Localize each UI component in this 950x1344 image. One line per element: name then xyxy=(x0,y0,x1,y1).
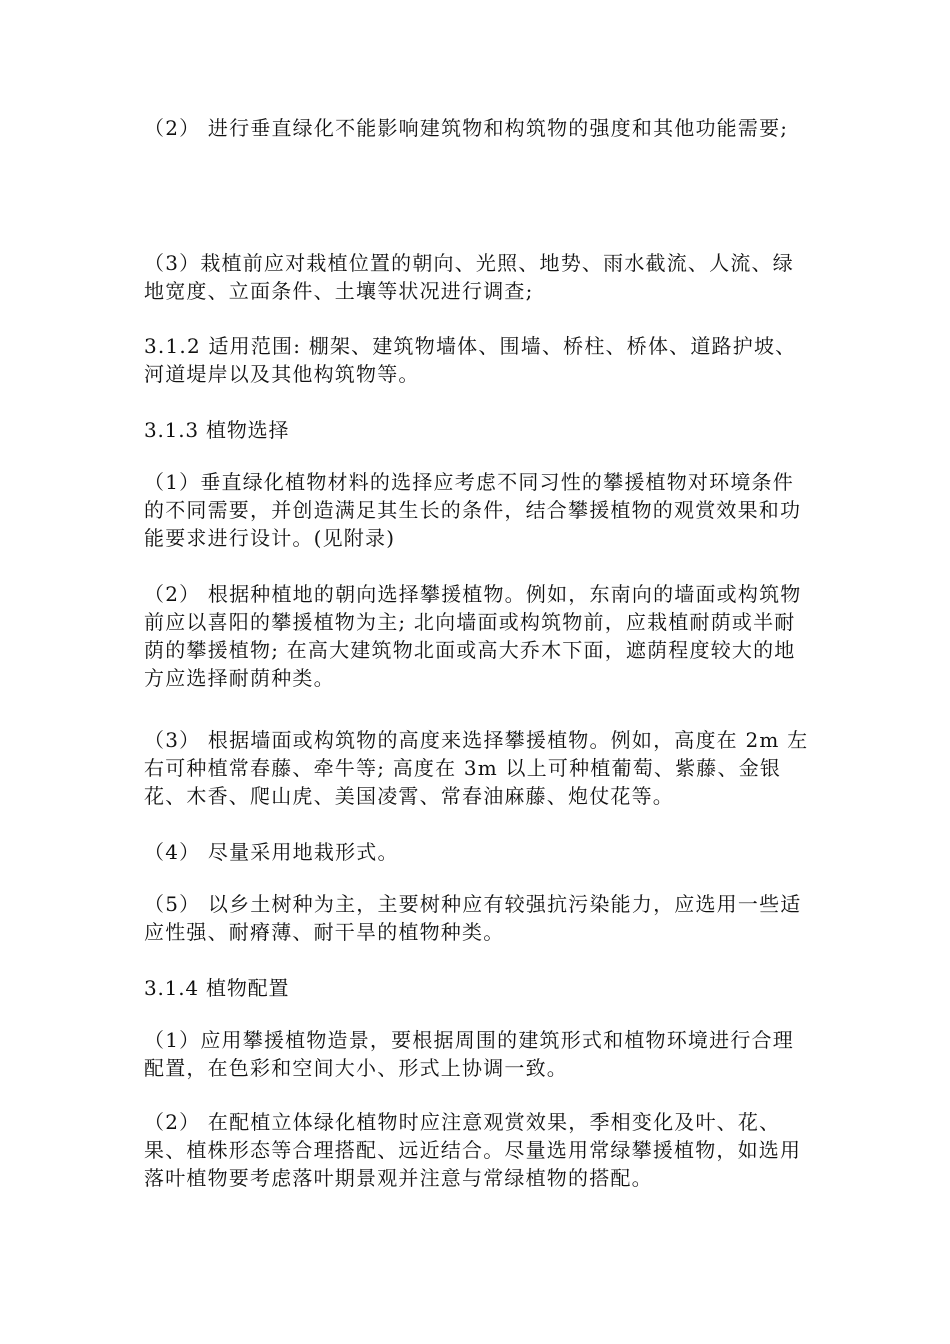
section-3-1-3-item-2: （2） 根据种植地的朝向选择攀援植物。例如，东南向的墙面或构筑物前应以喜阳的攀援植物为主; 北向墙面或构筑物前，应栽植耐荫或半耐荫的攀援植物; 在高大建筑物北面或高大乔木下面，遮荫程度较大的地方应选择耐荫种类。 xyxy=(144,582,802,690)
section-3-1-3-heading: 3.1.3 植物选择 xyxy=(144,418,290,442)
section-3-1-3-item-5: （5） 以乡土树种为主，主要树种应有较强抗污染能力，应选用一些适应性强、耐瘠薄、耐干旱的植物种类。 xyxy=(144,892,802,944)
paragraph-item-3-survey: （3）栽植前应对栽植位置的朝向、光照、地势、雨水截流、人流、绿地宽度、立面条件、土壤等状况进行调查; xyxy=(144,251,794,303)
section-3-1-4-heading: 3.1.4 植物配置 xyxy=(144,976,290,1000)
section-3-1-2-scope: 3.1.2 适用范围: 棚架、建筑物墙体、围墙、桥柱、桥体、道路护坡、河道堤岸以及其他构筑物等。 xyxy=(144,334,797,386)
section-3-1-4-item-1: （1）应用攀援植物造景，要根据周围的建筑形式和植物环境进行合理配置，在色彩和空间大小、形式上协调一致。 xyxy=(144,1028,794,1080)
section-3-1-4-item-2: （2） 在配植立体绿化植物时应注意观赏效果，季相变化及叶、花、果、植株形态等合理搭配、远近结合。尽量选用常绿攀援植物，如选用落叶植物要考虑落叶期景观并注意与常绿植物的搭配。 xyxy=(144,1110,802,1190)
section-3-1-3-item-3: （3） 根据墙面或构筑物的高度来选择攀援植物。例如，高度在 2m 左右可种植常春藤、牵牛等; 高度在 3m 以上可种植葡萄、紫藤、金银花、木香、爬山虎、美国凌霄、常春油麻藤、炮仗花等。 xyxy=(144,728,809,808)
paragraph-item-2-strength: （2） 进行垂直绿化不能影响建筑物和构筑物的强度和其他功能需要; xyxy=(144,116,789,140)
section-3-1-3-item-4: （4） 尽量采用地栽形式。 xyxy=(144,840,399,864)
section-3-1-3-item-1: （1）垂直绿化植物材料的选择应考虑不同习性的攀援植物对环境条件的不同需要，并创造满足其生长的条件，结合攀援植物的观赏效果和功能要求进行设计。(见附录) xyxy=(144,470,802,550)
